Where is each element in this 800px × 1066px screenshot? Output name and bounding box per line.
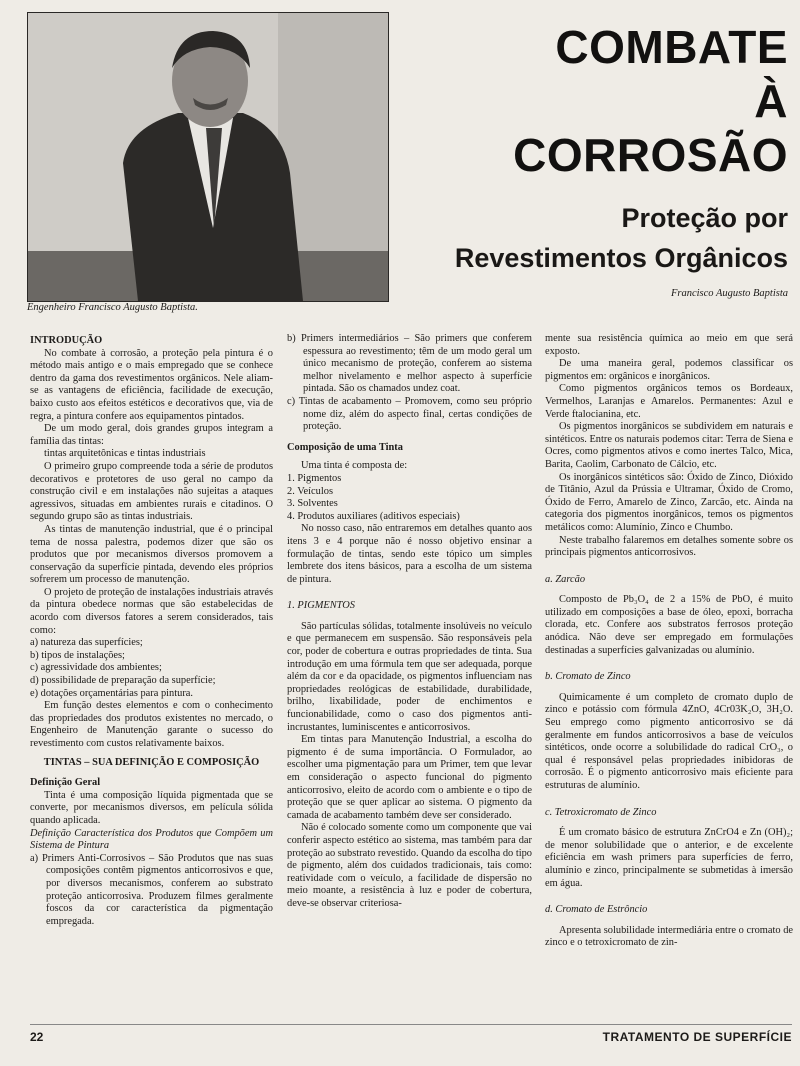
page-number: 22 — [30, 1030, 44, 1044]
paragraph: O projeto de proteção de instalações industriais através da pintura obedece normas que são estabelecidas de acordo com diversos fatores a serem considerados, tais como: — [30, 586, 273, 636]
paragraph: Apresenta solubilidade intermediária entre o cromato de zinco e o tetroxicromato de zin- — [545, 924, 793, 949]
headline-line: À — [754, 75, 788, 127]
paragraph: As tintas de manutenção industrial, que é o principal tema de nossa palestra, podemos dizer que são os produtos que por mecanismos diversos promovem a conservação da superfície pintada, devendo eles próprios sofrerem um processo de manutenção. — [30, 523, 273, 586]
paragraph: 4. Produtos auxiliares (aditivos especiais) — [287, 510, 460, 522]
paragraph: d) possibilidade de preparação da superfície; — [30, 675, 216, 687]
section-heading: b. Cromato de Zinco — [545, 671, 631, 683]
magazine-title: TRATAMENTO DE SUPERFÍCIE — [602, 1030, 792, 1044]
text-column-2 — [287, 333, 532, 911]
author-byline: Francisco Augusto Baptista — [670, 288, 788, 299]
paragraph: De uma maneira geral, podemos classificar os pigmentos em: orgânicos e inorgânicos. — [545, 358, 793, 382]
article-headline — [408, 20, 788, 182]
paragraph: e) dotações orçamentárias para pintura. — [30, 687, 193, 699]
section-heading: INTRODUÇÃO — [30, 335, 103, 346]
paragraph: 2. Veículos — [287, 485, 333, 497]
section-heading: Composição de uma Tinta — [287, 441, 403, 453]
paragraph: a) Primers Anti-Corrosivos – São Produtos que nas suas composições contêm pigmentos anticorrosivos e que, por diversos mecanismos, conferem ao substrato proteção anticorrosiva. Produzem filmes geralmente foscos da cor característica da pigmentação empregada. — [30, 852, 273, 927]
section-heading: TINTAS – SUA DEFINIÇÃO E COMPOSIÇÃO — [43, 756, 260, 768]
paragraph: Em tintas para Manutenção Industrial, a escolha do pigmento é de suma importância. O Formulador, ao escolher uma pigmentação para um Primer, tem que levar em consideração o aspecto funcional do pigmento anticorrosivo, eleito de acordo com o ambiente e o tipo de proteção que se quer aplicar ao sistema. O pigmento da camada de acabamento também deve ser considerado. — [287, 734, 532, 821]
subtitle-line: Proteção por — [621, 203, 788, 233]
paragraph: No combate à corrosão, a proteção pela pintura é o método mais antigo e o mais empregado que se conhece dentro da gama dos revestimentos orgânicos. Nele aliam-se as vantagens de eficiência, facilidade de execução, baixo custo aos efeitos estéticos e decorativos que, via de regra, a pintura confere aos equipamentos pintados. — [30, 347, 273, 422]
paragraph: 3. Solventes — [287, 498, 338, 510]
section-heading: a. Zarcão — [545, 573, 586, 585]
paragraph: É um cromato básico de estrutura ZnCrO4 e Zn (OH)₂; de menor solubilidade que o anterior, e de excelente eficiência em wash primers para superfícies de ferro, alumínio e zinco, principalmente se submetidas à imersão em água. — [545, 827, 793, 889]
article-subtitle — [408, 198, 788, 278]
paragraph: b) tipos de instalações; — [30, 649, 125, 661]
paragraph: b) Primers intermediários – São primers que conferem espessura ao revestimento; têm de um modo geral um único mecanismo de proteção, conferem ao sistema melhor nivelamento e melhor aspecto à superfície pintada. São os chamados undez coat. — [287, 333, 532, 395]
paragraph: a) natureza das superfícies; — [30, 637, 143, 649]
paragraph: Neste trabalho falaremos em detalhes somente sobre os principais pigmentos anticorrosivos. — [545, 534, 793, 559]
paragraph: O primeiro grupo compreende toda a série de produtos decorativos e protetores de uso geral no campo da construção civil e em instalações não sujeitas a ataques agressivos, situadas em ambientes rurais e citadinos. O segundo grupo são as tintas industriais. — [30, 460, 273, 523]
paragraph — [30, 769, 273, 775]
text-column-3 — [545, 333, 793, 950]
paragraph: Quimicamente é um completo de cromato duplo de zinco e potássio com fórmula 4ZnO, 4Cr03K₂O, 3H₂O. Seu emprego como pigmento anticorrosivo se dá geralmente em fundos anticorrosivos a base de veículos sintéticos, onde ocorre a solubilidade do radical CrO₃, o qual é responsável pelas propriedades inibidoras de corrosão. É o pigmento anticorrosivo mais eficiente para estruturas de alumínio. — [545, 691, 793, 791]
paragraph: Os inorgânicos sintéticos são: Óxido de Zinco, Dióxido de Titânio, Azul da Prússia e Ultramar, Óxido de Cromo, Óxido de Ferro, Amarelo de Zinco, Zarcão, etc. Ainda na categoria dos pigmentos inorgânicos, temos os pigmentos metálicos como: Alumínio, Zinco e Chumbo. — [545, 471, 793, 533]
section-heading: d. Cromato de Estrôncio — [545, 904, 648, 916]
paragraph: tintas arquitetônicas e tintas industriais — [44, 448, 206, 460]
paragraph: Como pigmentos orgânicos temos os Bordeaux, Vermelhos, Laranjas e Amarelos. Permanentes: Azul e Verde ftalocianina, etc. — [545, 383, 793, 420]
paragraph: Uma tinta é composta de: — [301, 460, 408, 472]
headline-line: COMBATE — [555, 21, 788, 73]
section-heading: 1. PIGMENTOS — [287, 600, 355, 612]
paragraph: Os pigmentos inorgânicos se subdividem em naturais e sintéticos. Entre os naturais podemos citar: Terra de Siena e Ocres, como pigmentos ativos e como inertes Talco, Mica, Barita, Caolim, Carbonato de Cálcio, etc. — [545, 421, 793, 470]
headline-line: CORROSÃO — [513, 129, 788, 181]
paragraph — [287, 434, 532, 440]
subtitle-line: Revestimentos Orgânicos — [454, 243, 788, 273]
paragraph: c) agressividade dos ambientes; — [30, 662, 162, 674]
footer-divider — [30, 1024, 792, 1025]
photo-caption: Engenheiro Francisco Augusto Baptista. — [27, 302, 198, 313]
paragraph: Composto de Pb₃O₄ de 2 a 15% de PbO, é muito utilizado em composições a base de óleo, epoxi, borracha clorada, etc. Confere aos substratos ferrosos proteção anódica. Não deve ser empregado em formulações destinadas a superfícies galvanizadas ou alumínio. — [545, 594, 793, 656]
paragraph: Não é colocado somente como um componente que vai conferir aspecto estético ao sistema, mas também para dar proteção ao substrato revestido. Quando da escolha do tipo de pigmento, além dos cuidados tradicionais, tais como: reatividade com o veículo, a facilidade de dispersão no meio moante, a resistência à luz e poder de cobertura, deve-se observar criteriosa- — [287, 822, 532, 909]
paragraph: De um modo geral, dois grandes grupos integram a família das tintas: — [30, 423, 273, 447]
paragraph: São partículas sólidas, totalmente insolúveis no veículo e que permanecem em suspensão. São responsáveis pela cor, poder de cobertura e outras propriedades de tinta. Sua introdução em uma fórmula tem que ser adequada, porque além da cor e da opacidade, os pigmentos influenciam nas propriedades reológicas de estabilidade, durabilidade, brilho, lixabilidade, poder de enchimentos e funcionabilidade, como o caso dos pigmentos anti-incrustantes, luminiscentes e anticorrosivos. — [287, 620, 532, 733]
author-photo — [27, 12, 389, 302]
section-heading: Definição Geral — [30, 777, 101, 789]
paragraph: mente sua resistência química ao meio em que será exposto. — [545, 333, 793, 357]
paragraph: Tinta é uma composição líquida pigmentada que se converte, por mecanismos diversos, em película sólida quando aplicada. — [30, 789, 273, 826]
paragraph: c) Tintas de acabamento – Promovem, como seu próprio nome diz, além do aspecto final, certas condições de proteção. — [287, 395, 532, 433]
paragraph: Em função destes elementos e com o conhecimento das propriedades dos produtos existentes no mercado, o Engenheiro de Manutenção garante o sucesso do revestimento com custos relativamente baixos. — [30, 700, 273, 749]
section-heading: c. Tetroxicromato de Zinco — [545, 806, 657, 818]
paragraph: 1. Pigmentos — [287, 472, 342, 484]
paragraph: No nosso caso, não entraremos em detalhes quanto aos itens 3 e 4 porque não é nosso objetivo ensinar a formulação de tintas, sendo este tópico um simples lembrete dos itens básicos, para a escolha de um sistema de pintura. — [287, 523, 532, 585]
paragraph: Definição Característica dos Produtos que Compõem um Sistema de Pintura — [30, 827, 273, 852]
text-column-1 — [30, 333, 273, 928]
